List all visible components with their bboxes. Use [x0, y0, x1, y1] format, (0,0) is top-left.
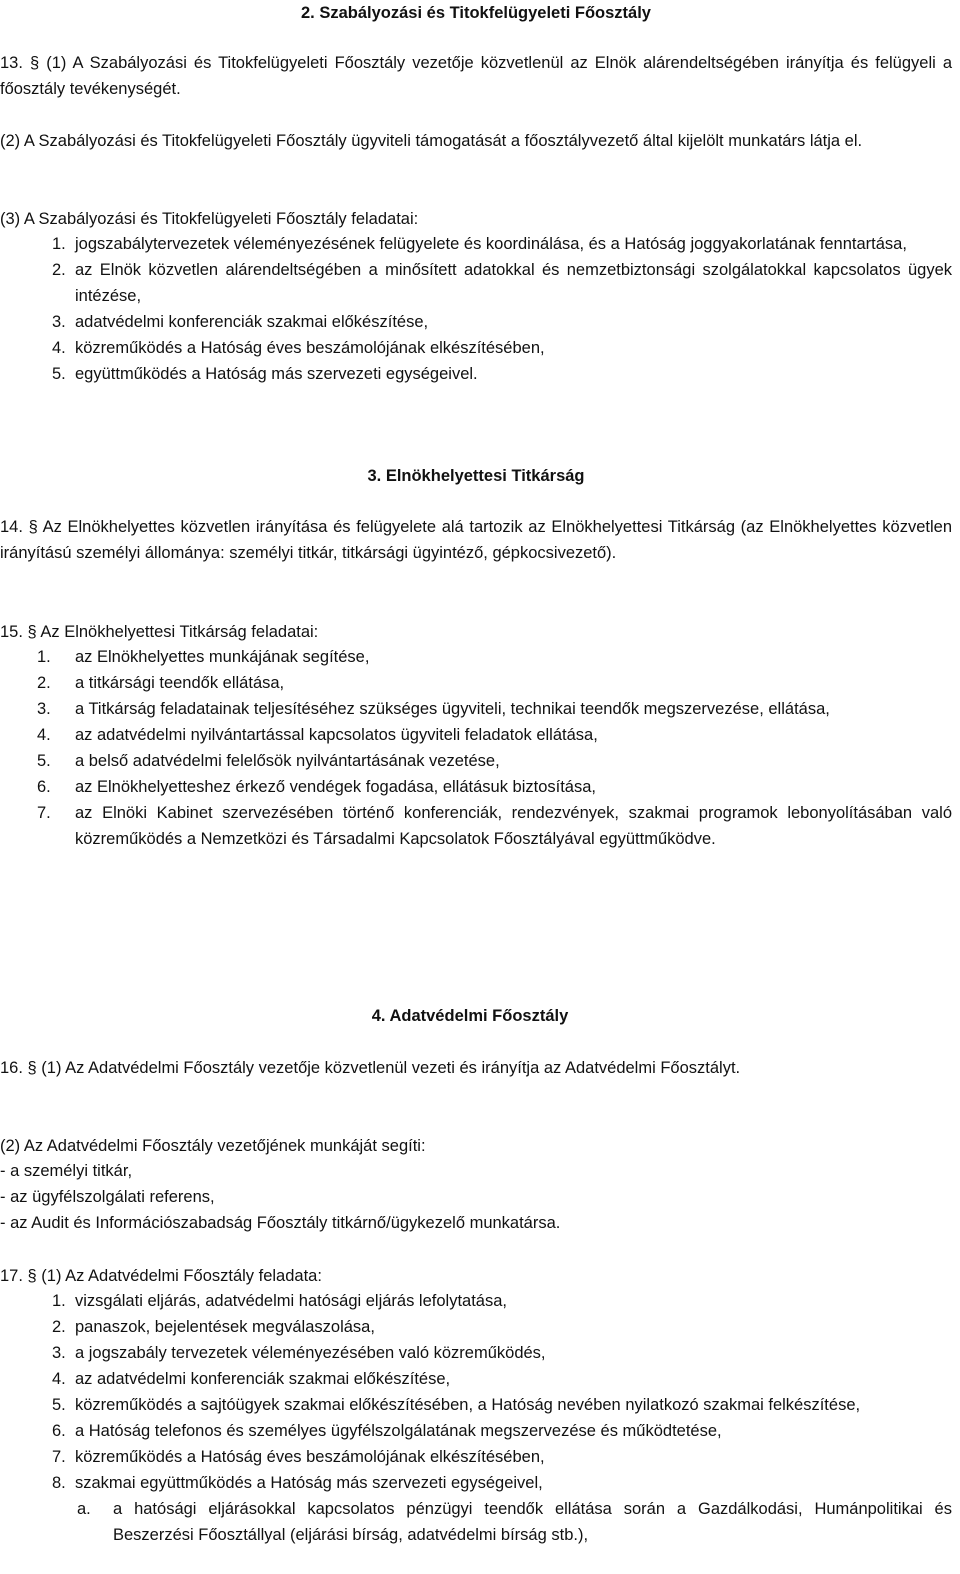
section-4-heading: 4. Adatvédelmi Főosztály	[371, 1007, 569, 1025]
list-item	[0, 361, 952, 387]
dash-item: - az Audit és Információszabadság Főosztály titkárnő/ügykezelő munkatársa.	[0, 1214, 561, 1232]
list-item-number: 3.	[37, 700, 51, 718]
list-item-text: a Hatóság telefonos és személyes ügyfélszolgálatának megszervezése és működtetése,	[75, 1422, 722, 1440]
sub-list-item	[0, 1496, 952, 1548]
list-item-number: 1.	[37, 648, 51, 666]
list-item-number: 1.	[52, 1292, 66, 1310]
list-item	[0, 1340, 952, 1366]
list-item	[0, 309, 952, 335]
list-item	[0, 231, 952, 257]
list-item-number: 7.	[52, 1448, 66, 1466]
list-item-text: a titkársági teendők ellátása,	[75, 674, 285, 692]
dash-item: - az ügyfélszolgálati referens,	[0, 1188, 215, 1206]
list-item-number: 4.	[52, 1370, 66, 1388]
list-item	[0, 774, 952, 800]
list-item-number: 2.	[52, 261, 66, 279]
staff-dash-list	[0, 1158, 952, 1236]
list-item	[0, 800, 952, 852]
list-item	[0, 1288, 952, 1314]
list-item-text: az adatvédelmi konferenciák szakmai előkészítése,	[75, 1370, 451, 1388]
sub-list-item-text: a hatósági eljárásokkal kapcsolatos pénzügyi teendők ellátása során a Gazdálkodási, Humánpolitikai és Beszerzési Főosztállyal (eljárási bírság, adatvédelmi bírság stb.),	[113, 1500, 952, 1544]
paragraph-15: 15. § Az Elnökhelyettesi Titkárság feladatai:	[0, 623, 319, 641]
list-item-number: 5.	[52, 1396, 66, 1414]
list-item-text: szakmai együttműködés a Hatóság más szervezeti egységeivel,	[75, 1474, 543, 1492]
section-2-task-list	[0, 231, 952, 387]
list-item-number: 3.	[52, 313, 66, 331]
list-item	[0, 1418, 952, 1444]
list-item-text: az Elnöki Kabinet szervezésében történő konferenciák, rendezvények, szakmai programok lebonyolításában való közreműködés a Nemzetközi és Társadalmi Kapcsolatok Főosztályával együttműködve.	[75, 804, 952, 848]
list-item	[0, 335, 952, 361]
section-4-task-list	[0, 1288, 952, 1548]
list-item-number: 3.	[52, 1344, 66, 1362]
list-item-text: a belső adatvédelmi felelősök nyilvántartásának vezetése,	[75, 752, 500, 770]
list-item	[0, 1366, 952, 1392]
list-item-text: vizsgálati eljárás, adatvédelmi hatósági eljárás lefolytatása,	[75, 1292, 507, 1310]
list-item-text: közreműködés a sajtóügyek szakmai előkészítésében, a Hatóság nevében nyilatkozó szakmai felkészítése,	[75, 1396, 861, 1414]
list-item-number: 8.	[52, 1474, 66, 1492]
paragraph-16-1: 16. § (1) Az Adatvédelmi Főosztály vezetője közvetlenül vezeti és irányítja az Adatvédelmi Főosztályt.	[0, 1059, 741, 1077]
list-item-text: közreműködés a Hatóság éves beszámolójának elkészítésében,	[75, 1448, 545, 1466]
paragraph-16-2: (2) Az Adatvédelmi Főosztály vezetőjének munkáját segíti:	[0, 1137, 426, 1155]
list-item	[0, 644, 952, 670]
list-item	[0, 1470, 952, 1496]
list-item-number: 4.	[52, 339, 66, 357]
list-item-number: 2.	[52, 1318, 66, 1336]
list-item-text: adatvédelmi konferenciák szakmai előkészítése,	[75, 313, 429, 331]
paragraph-13-3: (3) A Szabályozási és Titokfelügyeleti Főosztály feladatai:	[0, 210, 419, 228]
section-3-heading: 3. Elnökhelyettesi Titkárság	[367, 467, 585, 485]
list-item-number: 5.	[37, 752, 51, 770]
sub-list-item-letter: a.	[77, 1500, 91, 1518]
list-item-text: a Titkárság feladatainak teljesítéséhez szükséges ügyviteli, technikai teendők megszervezése, ellátása,	[75, 700, 830, 718]
list-item	[0, 257, 952, 309]
section-3-task-list	[0, 644, 952, 852]
list-item-text: a jogszabály tervezetek véleményezésében való közreműködés,	[75, 1344, 546, 1362]
section-2-heading: 2. Szabályozási és Titokfelügyeleti Főosztály	[301, 4, 651, 22]
list-item-number: 6.	[37, 778, 51, 796]
paragraph-17: 17. § (1) Az Adatvédelmi Főosztály feladata:	[0, 1267, 322, 1285]
list-item-text: az Elnökhelyettes munkájának segítése,	[75, 648, 370, 666]
list-item	[0, 1444, 952, 1470]
paragraph-13-2: (2) A Szabályozási és Titokfelügyeleti Főosztály ügyviteli támogatását a főosztályvezető által kijelölt munkatárs látja el.	[0, 132, 863, 150]
list-item	[0, 748, 952, 774]
list-item-number: 4.	[37, 726, 51, 744]
list-item	[0, 1392, 952, 1418]
list-item-text: közreműködés a Hatóság éves beszámolójának elkészítésében,	[75, 339, 545, 357]
list-item	[0, 696, 952, 722]
dash-item: - a személyi titkár,	[0, 1162, 133, 1180]
list-item	[0, 670, 952, 696]
list-item	[0, 722, 952, 748]
paragraph-13-1: 13. § (1) A Szabályozási és Titokfelügyeleti Főosztály vezetője közvetlenül az Elnök alárendeltségében irányítja és felügyeli a főosztály tevékenységét.	[0, 54, 952, 98]
paragraph-14: 14. § Az Elnökhelyettes közvetlen irányítása és felügyelete alá tartozik az Elnökhelyettesi Titkárság (az Elnökhelyettes közvetlen irányítású személyi állománya: személyi titkár, titkársági ügyintéző, gépkocsivezető).	[0, 518, 952, 562]
list-item	[0, 1314, 952, 1340]
list-item-text: együttműködés a Hatóság más szervezeti egységeivel.	[75, 365, 478, 383]
list-item-number: 5.	[52, 365, 66, 383]
list-item-text: az Elnök közvetlen alárendeltségében a minősített adatokkal és nemzetbiztonsági szolgálatokkal kapcsolatos ügyek intézése,	[75, 261, 952, 305]
list-item-number: 6.	[52, 1422, 66, 1440]
list-item-number: 7.	[37, 804, 51, 822]
list-item-text: az Elnökhelyetteshez érkező vendégek fogadása, ellátásuk biztosítása,	[75, 778, 596, 796]
list-item-text: jogszabálytervezetek véleményezésének felügyelete és koordinálása, és a Hatóság joggyakorlatának fenntartása,	[75, 235, 907, 253]
list-item-text: az adatvédelmi nyilvántartással kapcsolatos ügyviteli feladatok ellátása,	[75, 726, 598, 744]
list-item-number: 2.	[37, 674, 51, 692]
list-item-text: panaszok, bejelentések megválaszolása,	[75, 1318, 375, 1336]
list-item-number: 1.	[52, 235, 66, 253]
